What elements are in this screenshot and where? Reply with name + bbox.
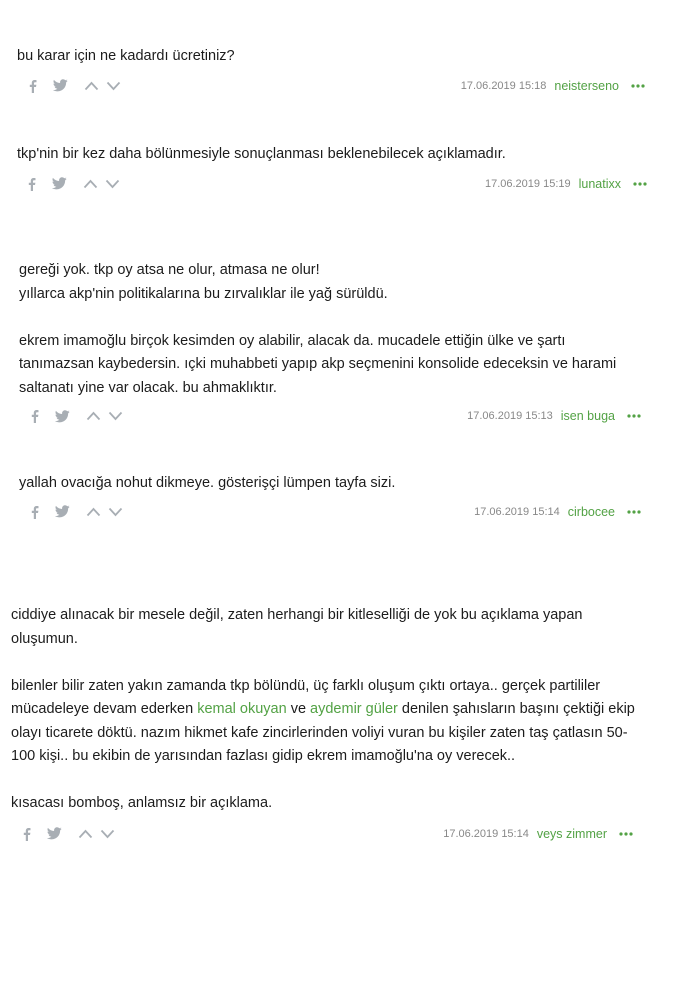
- entry: [0, 472, 700, 523]
- twitter-icon[interactable]: [43, 501, 81, 523]
- entry-footer: [0, 75, 700, 97]
- entry-paragraph: [11, 792, 680, 816]
- entry-actions: [26, 405, 125, 427]
- entry-content: [17, 45, 680, 69]
- entry-meta: [474, 501, 641, 523]
- entry-date[interactable]: 17.06.2019 15:13: [467, 410, 553, 422]
- upvote-icon[interactable]: [79, 75, 103, 97]
- entry-footer: [0, 823, 700, 845]
- entry-content: [11, 604, 680, 816]
- entry-text: kısacası bomboş, anlamsız bir açıklama.: [11, 795, 273, 811]
- entry-footer: [0, 501, 700, 523]
- entry-footer: [0, 405, 700, 427]
- downvote-icon[interactable]: [102, 173, 122, 195]
- upvote-icon[interactable]: [73, 823, 97, 845]
- entry-content: [17, 143, 680, 167]
- facebook-icon[interactable]: [24, 75, 41, 97]
- upvote-icon[interactable]: [81, 405, 105, 427]
- entry-text: ve: [286, 701, 311, 717]
- entry-paragraph: [11, 675, 680, 769]
- entry-meta: [485, 173, 647, 195]
- entry-meta: [443, 823, 633, 845]
- entry-content: [19, 472, 680, 496]
- entry-content: [19, 259, 680, 400]
- entry: [0, 45, 700, 97]
- entry-text: ciddiye alınacak bir mesele değil, zaten herhangi bir kitleselliği de yok bu açıklama yapan oluşumun.: [11, 607, 583, 647]
- entry-date[interactable]: 17.06.2019 15:19: [484, 177, 571, 190]
- entry-paragraph: [19, 472, 680, 496]
- entry-actions: [18, 823, 117, 845]
- more-options-icon[interactable]: [619, 832, 633, 836]
- downvote-icon[interactable]: [105, 405, 125, 427]
- entry-author[interactable]: lunatixx: [578, 176, 621, 191]
- user-link[interactable]: aydemir güler: [310, 701, 398, 717]
- entry-text: denilen şahısların başını çektiği ekip olayı ticarete döktü. nazım hikmet kafe zincirlerinden voliyi vuran bu kişiler zaten taş çatlasın 50- 100 kişi.. bu ekibin de yarısından fazlası gidip ekrem imamoğlu'na oy verecek..: [11, 701, 635, 764]
- twitter-icon[interactable]: [43, 405, 81, 427]
- entry-actions: [23, 173, 122, 195]
- entry-date[interactable]: 17.06.2019 15:14: [443, 827, 529, 840]
- entry-text: bilenler bilir zaten yakın zamanda tkp bölündü, üç farklı oluşum çıktı ortaya.. gerçek partililer mücadeleye devam ederken: [11, 677, 601, 717]
- entry-paragraph: [19, 330, 680, 401]
- twitter-icon[interactable]: [35, 823, 73, 845]
- upvote-icon[interactable]: [78, 173, 102, 195]
- more-options-icon[interactable]: [631, 84, 645, 88]
- more-options-icon[interactable]: [627, 414, 641, 418]
- downvote-icon[interactable]: [97, 823, 117, 845]
- entry-meta: [467, 405, 641, 427]
- entry-author[interactable]: cirbocee: [567, 504, 615, 519]
- entry-author[interactable]: veys zimmer: [536, 826, 607, 841]
- twitter-icon[interactable]: [41, 75, 79, 97]
- downvote-icon[interactable]: [105, 501, 125, 523]
- entry: [0, 143, 700, 195]
- upvote-icon[interactable]: [81, 501, 105, 523]
- more-options-icon[interactable]: [633, 182, 647, 186]
- entry-paragraph: [11, 604, 680, 651]
- entry-footer: [0, 173, 700, 195]
- facebook-icon[interactable]: [26, 405, 43, 427]
- facebook-icon[interactable]: [23, 173, 40, 195]
- entry-actions: [26, 501, 125, 523]
- entry-paragraph: [17, 143, 680, 167]
- entry-text: yallah ovacığa nohut dikmeye. gösterişçi lümpen tayfa sizi.: [19, 475, 396, 491]
- downvote-icon[interactable]: [103, 75, 123, 97]
- facebook-icon[interactable]: [18, 823, 35, 845]
- entry-date[interactable]: 17.06.2019 15:18: [460, 79, 547, 92]
- more-options-icon[interactable]: [627, 510, 641, 514]
- user-link[interactable]: kemal okuyan: [197, 701, 287, 717]
- facebook-icon[interactable]: [26, 501, 43, 523]
- entry-author[interactable]: isen buga: [560, 409, 615, 423]
- entry-text: bu karar için ne kadardı ücretiniz?: [17, 48, 235, 64]
- entry-text: gereği yok. tkp oy atsa ne olur, atmasa ne olur! yıllarca akp'nin politikalarına bu zırvalıklar ile yağ sürüldü.: [19, 262, 388, 302]
- entry: [0, 604, 700, 845]
- entry: [0, 259, 700, 427]
- entry-text: ekrem imamoğlu birçok kesimden oy alabilir, alacak da. mucadele ettiğin ülke ve şartı tanımazsan kaybedersin. ıçki muhabbeti yapıp akp seçmenini konsolide edeceksin ve harami saltanatı yine var olacak. bu ahmaklıktır.: [19, 332, 617, 396]
- entry-paragraph: [17, 45, 680, 69]
- entry-date[interactable]: 17.06.2019 15:14: [474, 505, 560, 518]
- entry-text: tkp'nin bir kez daha bölünmesiyle sonuçlanması beklenebilecek açıklamadır.: [17, 146, 506, 162]
- entry-actions: [24, 75, 123, 97]
- twitter-icon[interactable]: [40, 173, 78, 195]
- entry-author[interactable]: neisterseno: [554, 78, 619, 93]
- entry-paragraph: [19, 259, 680, 306]
- entry-meta: [461, 75, 645, 97]
